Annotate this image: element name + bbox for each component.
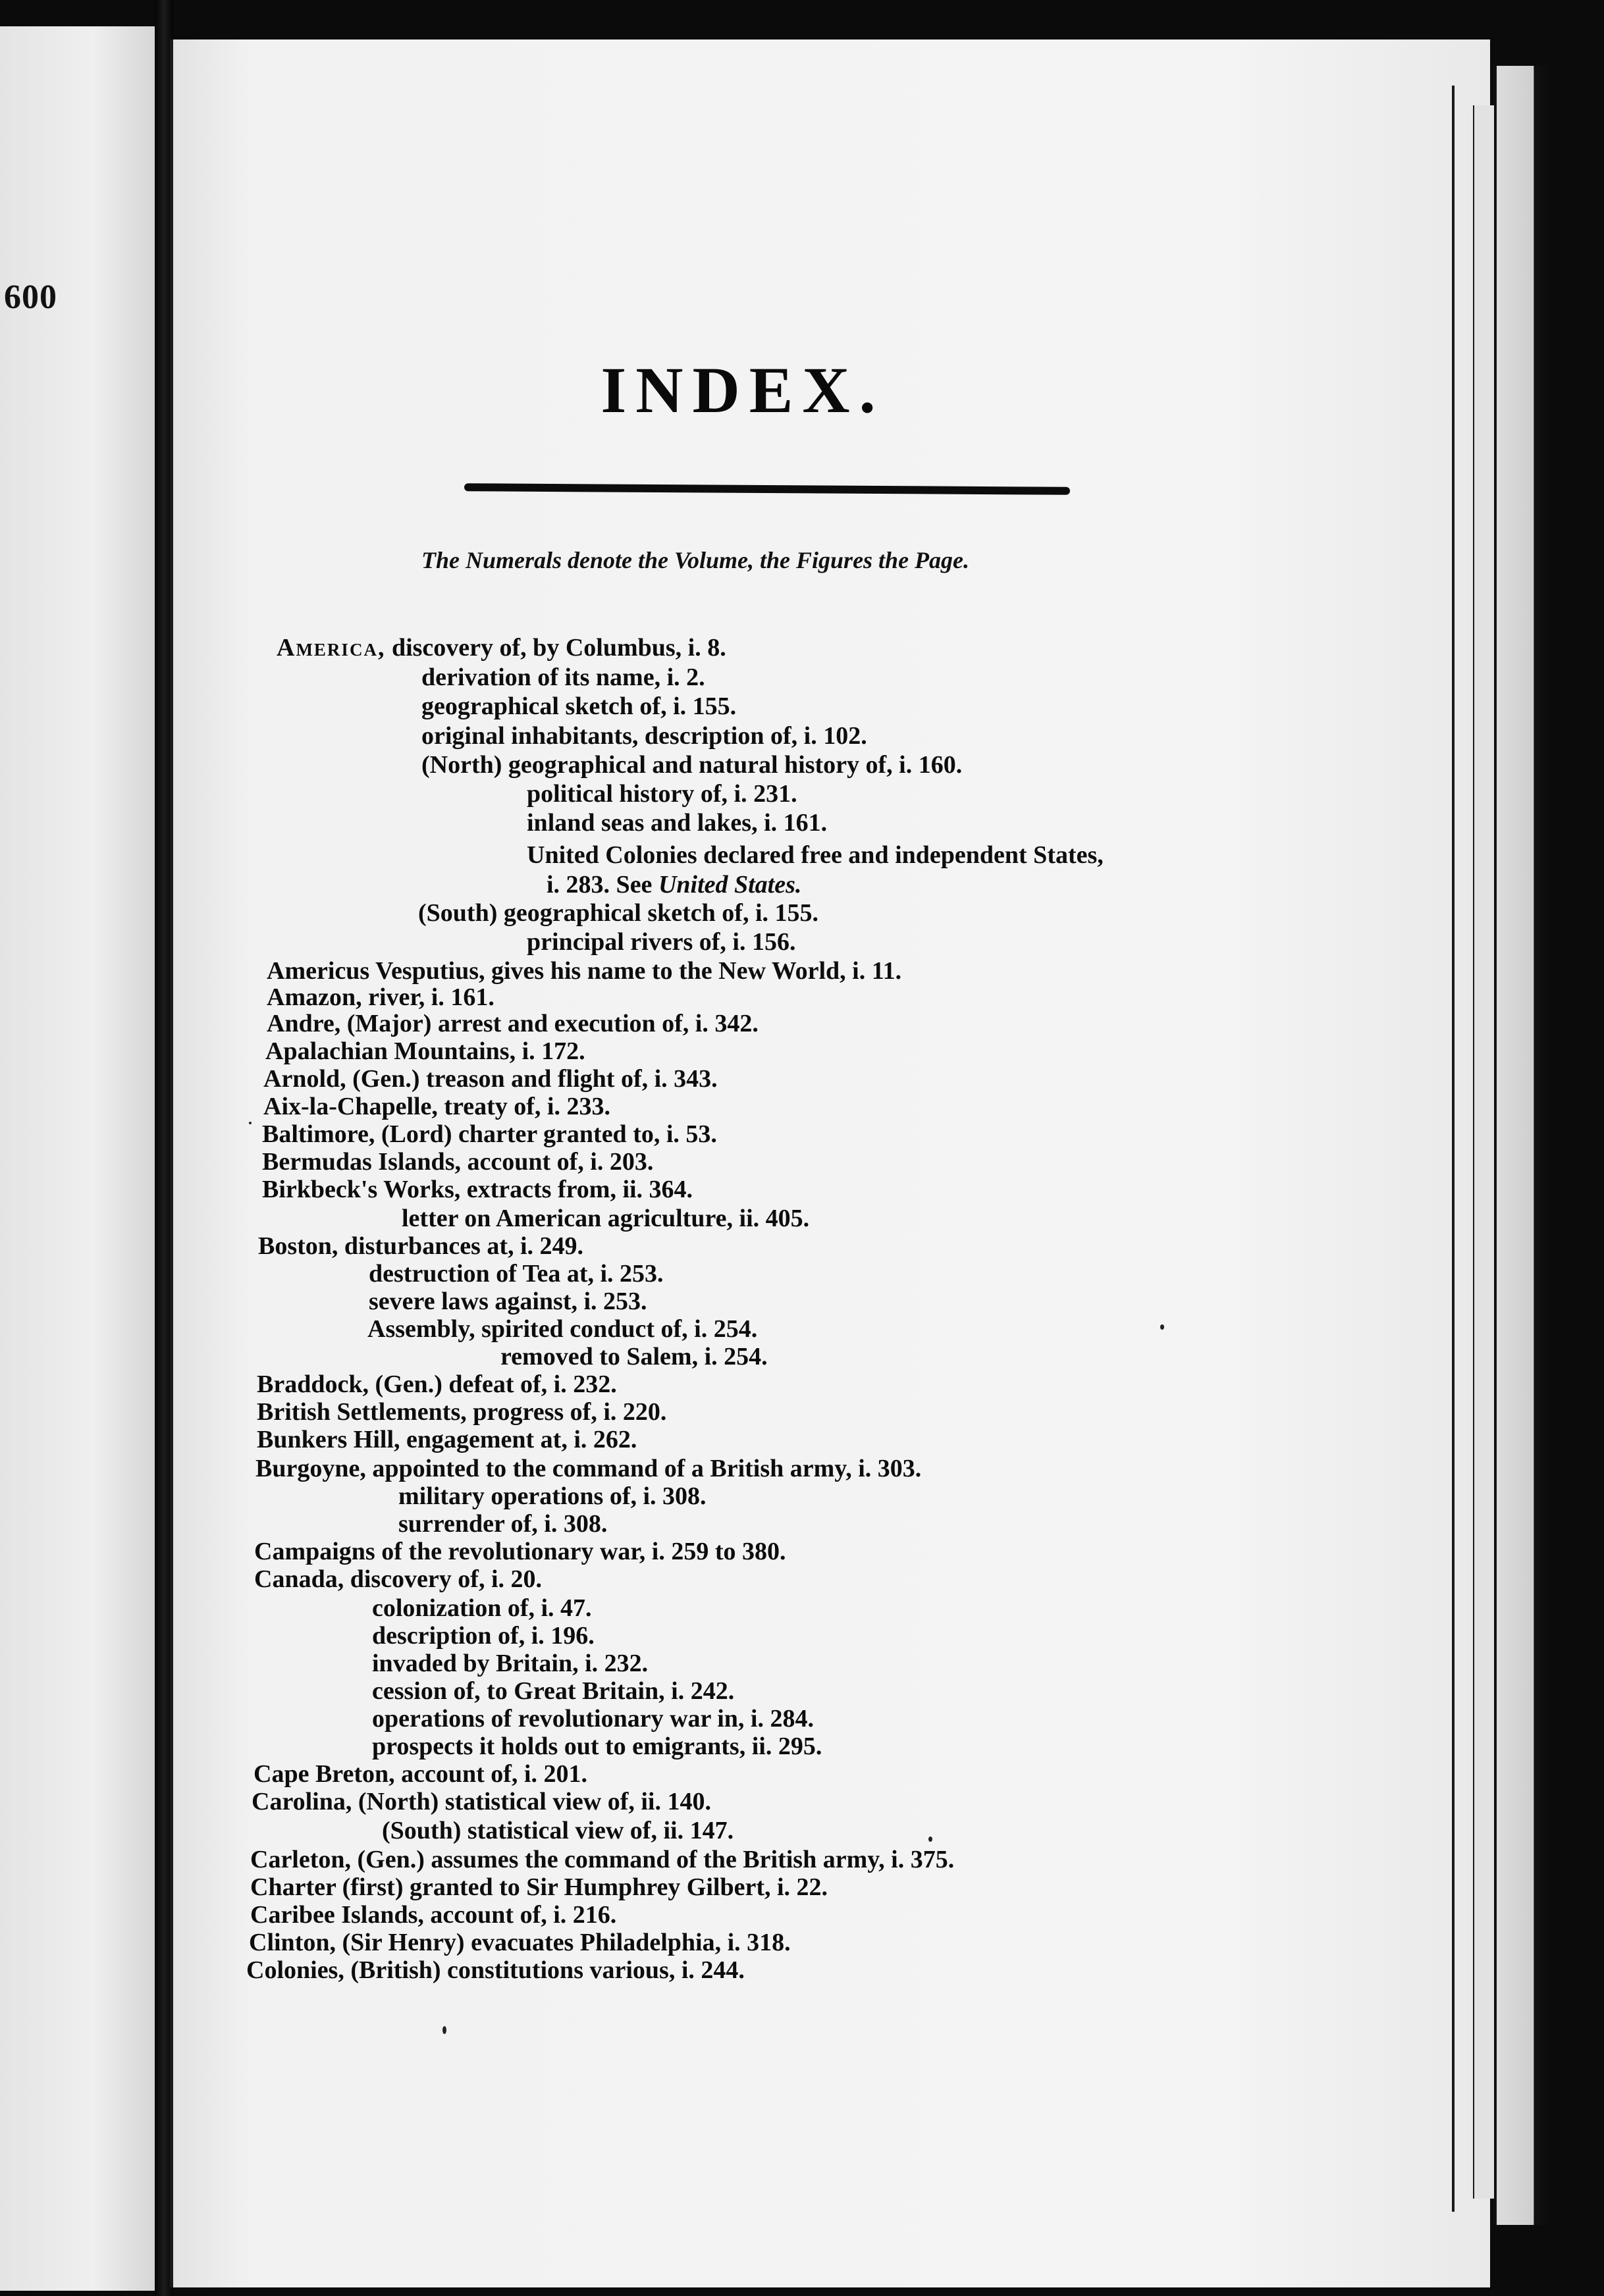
index-entry: inland seas and lakes, i. 161. xyxy=(527,809,828,837)
index-entry: Charter (first) granted to Sir Humphrey Gilbert, i. 22. xyxy=(250,1873,828,1901)
paper-speck xyxy=(442,2026,446,2034)
index-entry: description of, i. 196. xyxy=(372,1622,595,1650)
index-entry: Americus Vesputius, gives his name to the New World, i. 11. xyxy=(267,957,902,985)
index-entry: invaded by Britain, i. 232. xyxy=(372,1650,649,1677)
index-entry: Boston, disturbances at, i. 249. xyxy=(258,1232,584,1260)
index-entry: surrender of, i. 308. xyxy=(398,1510,608,1538)
paper-speck xyxy=(249,1122,252,1124)
index-entry: Campaigns of the revolutionary war, i. 259 to 380. xyxy=(254,1538,786,1565)
index-entry: derivation of its name, i. 2. xyxy=(421,664,705,691)
index-subtitle: The Numerals denote the Volume, the Figures the Page. xyxy=(421,547,970,573)
cross-reference: United States. xyxy=(658,871,802,899)
index-entry: geographical sketch of, i. 155. xyxy=(421,692,737,720)
previous-page-number: 600 xyxy=(4,278,57,316)
index-entry: Clinton, (Sir Henry) evacuates Philadelphia, i. 318. xyxy=(249,1929,791,1956)
index-entry: Carleton, (Gen.) assumes the command of the British army, i. 375. xyxy=(250,1846,955,1873)
index-title: INDEX. xyxy=(601,353,885,427)
index-entry: Aix-la-Chapelle, treaty of, i. 233. xyxy=(263,1093,610,1120)
index-entry: political history of, i. 231. xyxy=(527,780,797,808)
index-entry: Apalachian Mountains, i. 172. xyxy=(265,1037,585,1065)
index-entry: Assembly, spirited conduct of, i. 254. xyxy=(367,1315,758,1343)
index-entry: principal rivers of, i. 156. xyxy=(527,928,796,956)
index-entry: Bermudas Islands, account of, i. 203. xyxy=(262,1148,654,1176)
index-entry: destruction of Tea at, i. 253. xyxy=(369,1260,664,1288)
index-entry: letter on American agriculture, ii. 405. xyxy=(402,1205,810,1232)
paper-speck xyxy=(928,1837,932,1842)
index-entry: removed to Salem, i. 254. xyxy=(500,1343,768,1370)
index-entry: Cape Breton, account of, i. 201. xyxy=(254,1760,587,1788)
index-entry: colonization of, i. 47. xyxy=(372,1594,592,1622)
index-entry: Andre, (Major) arrest and execution of, i. 342. xyxy=(267,1010,759,1037)
index-entry: (South) statistical view of, ii. 147. xyxy=(382,1817,734,1844)
index-entry: Colonies, (British) constitutions various, i. 244. xyxy=(246,1956,745,1984)
index-entry: original inhabitants, description of, i. 102. xyxy=(421,722,867,750)
index-entry: Carolina, (North) statistical view of, ii. 140. xyxy=(252,1788,711,1815)
index-entry: America, discovery of, by Columbus, i. 8. xyxy=(277,634,726,662)
index-entry: Baltimore, (Lord) charter granted to, i. 53. xyxy=(262,1120,717,1148)
index-entry: operations of revolutionary war in, i. 284. xyxy=(372,1705,814,1733)
index-entry: (North) geographical and natural history of, i. 160. xyxy=(421,751,963,779)
index-entry: British Settlements, progress of, i. 220. xyxy=(257,1398,667,1426)
index-entry: Canada, discovery of, i. 20. xyxy=(254,1565,542,1593)
entry-headword: America, xyxy=(277,634,386,662)
index-entry: prospects it holds out to emigrants, ii. 295. xyxy=(372,1733,822,1760)
paper-speck xyxy=(1160,1324,1164,1330)
index-entry: Braddock, (Gen.) defeat of, i. 232. xyxy=(257,1370,617,1398)
index-entry: Amazon, river, i. 161. xyxy=(267,983,495,1011)
index-entry: military operations of, i. 308. xyxy=(398,1482,707,1510)
index-entry: United Colonies declared free and independent States, xyxy=(527,841,1104,869)
index-entry: Bunkers Hill, engagement at, i. 262. xyxy=(257,1426,637,1453)
index-entry: Birkbeck's Works, extracts from, ii. 364. xyxy=(262,1176,693,1203)
index-entry: Burgoyne, appointed to the command of a British army, i. 303. xyxy=(255,1455,922,1482)
index-entry: Caribee Islands, account of, i. 216. xyxy=(250,1901,617,1929)
index-entry: severe laws against, i. 253. xyxy=(369,1288,647,1315)
index-entry: (South) geographical sketch of, i. 155. xyxy=(418,899,818,927)
index-entry: cession of, to Great Britain, i. 242. xyxy=(372,1677,735,1705)
index-entry: Arnold, (Gen.) treason and flight of, i. 343. xyxy=(263,1065,718,1093)
index-entry: i. 283. See United States. xyxy=(547,871,802,899)
